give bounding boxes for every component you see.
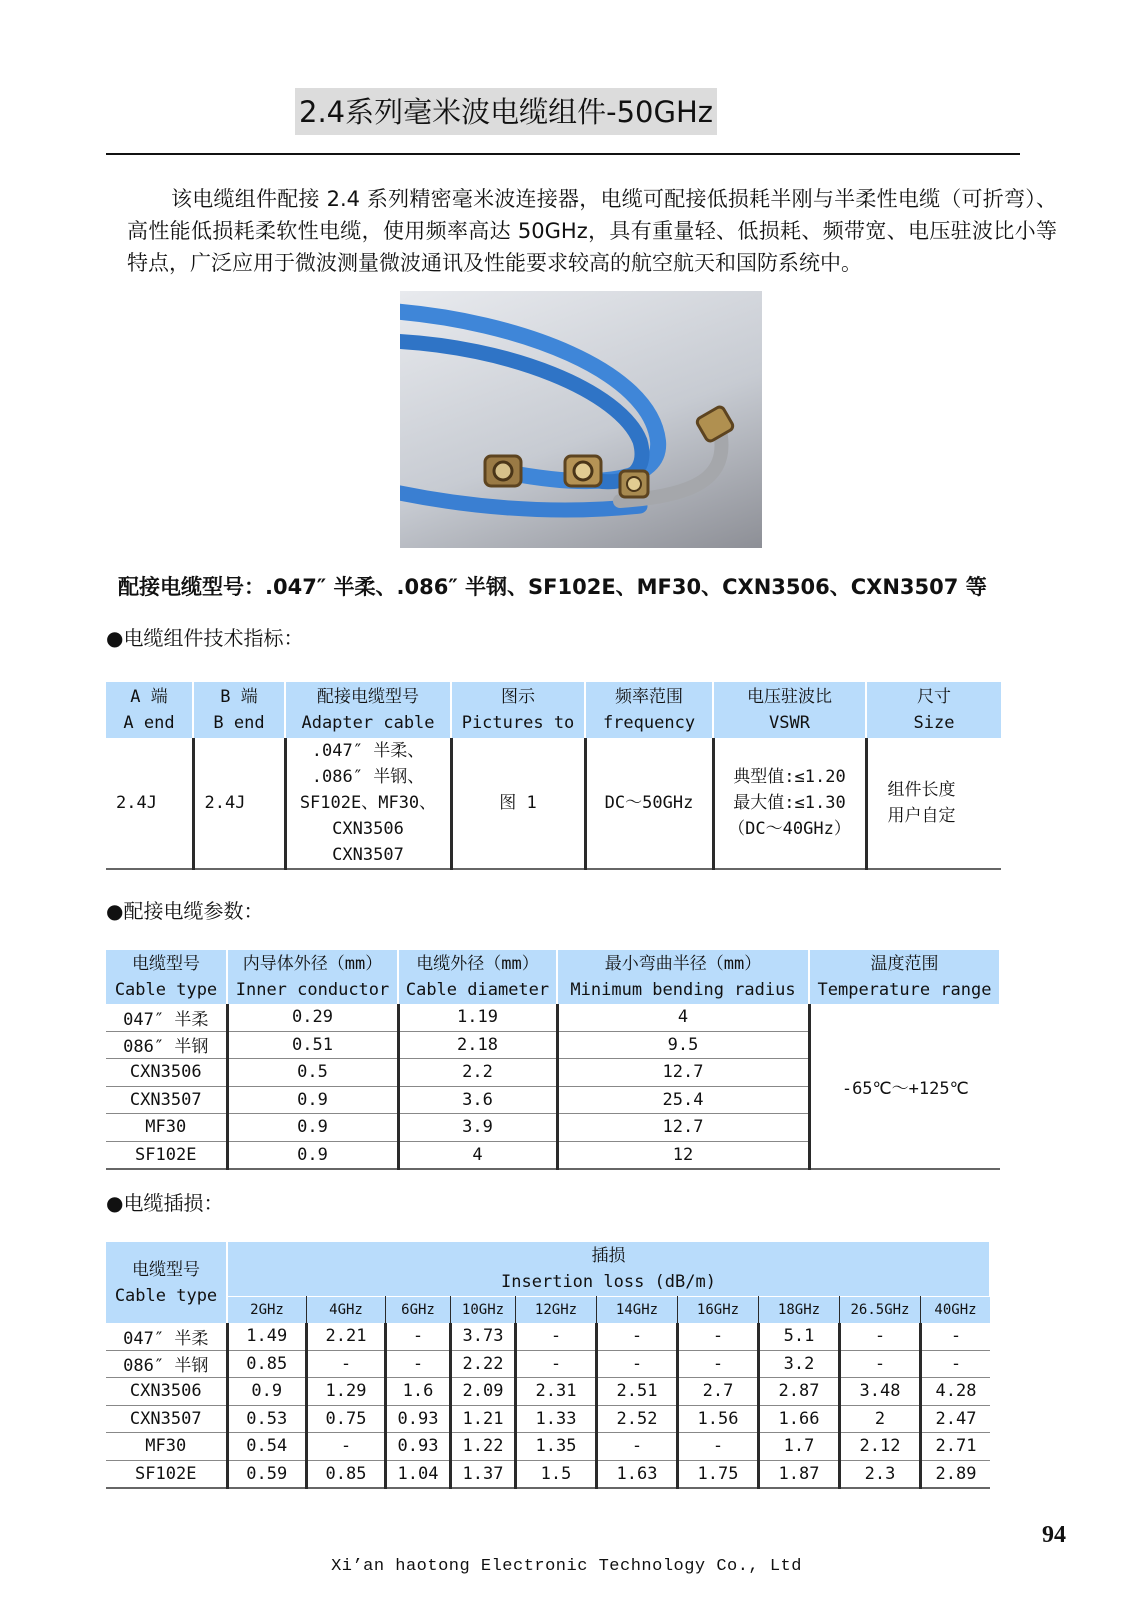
loss-row: [106, 1433, 990, 1461]
spec-row: [106, 738, 1001, 869]
freq-2ghz: 2GHz: [227, 1297, 307, 1324]
loss-header-row: [106, 1242, 990, 1297]
loss-row: [106, 1460, 990, 1488]
loss-value: 0.54: [227, 1433, 307, 1461]
spec-header-b-end: B 端 B end: [193, 682, 285, 738]
loss-value: 2.31: [516, 1378, 597, 1406]
loss-value: -: [597, 1350, 678, 1378]
loss-value: 1.33: [516, 1405, 597, 1433]
freq-4ghz: 4GHz: [307, 1297, 386, 1324]
loss-value: 1.04: [386, 1460, 451, 1488]
loss-header-insertion: 插损 Insertion loss (dB/m): [227, 1242, 990, 1297]
loss-value: 2.21: [307, 1323, 386, 1350]
loss-value: 2.12: [840, 1433, 921, 1461]
params-row: CXN3506 0.5 2.2 12.7: [106, 1059, 1000, 1087]
loss-value: 2.3: [840, 1460, 921, 1488]
params-header-inner: 内导体外径（mm） Inner conductor: [227, 950, 398, 1004]
company-footer: Xi’an haotong Electronic Technology Co., Ltd: [331, 1557, 802, 1576]
spec-cables: .047″ 半柔、 .086″ 半钢、 SF102E、MF30、 CXN3506 CXN3507: [285, 738, 451, 869]
loss-value: 1.63: [597, 1460, 678, 1488]
section-spec-heading: ●电缆组件技术指标：: [106, 626, 304, 650]
spec-table: [106, 682, 1001, 870]
loss-value: 0.93: [386, 1405, 451, 1433]
freq-12ghz: 12GHz: [516, 1297, 597, 1324]
spec-header-frequency: 频率范围 frequency: [585, 682, 713, 738]
loss-value: -: [386, 1350, 451, 1378]
loss-value: -: [840, 1323, 921, 1350]
loss-value: -: [678, 1433, 759, 1461]
loss-value: -: [386, 1323, 451, 1350]
params-header-temperature: 温度范围 Temperature range: [809, 950, 1000, 1004]
loss-value: 2.87: [759, 1378, 840, 1406]
loss-value: 1.21: [451, 1405, 516, 1433]
spec-header-picture: 图示 Pictures to: [451, 682, 585, 738]
loss-row: [106, 1378, 990, 1406]
loss-value: 2.71: [921, 1433, 991, 1461]
title-rule: [106, 153, 1020, 155]
loss-value: -: [921, 1323, 991, 1350]
cable-photo-illustration: [400, 291, 762, 548]
loss-value: 2.47: [921, 1405, 991, 1433]
loss-value: 1.22: [451, 1433, 516, 1461]
loss-cable-type: 086″ 半钢: [106, 1350, 227, 1378]
loss-value: 1.29: [307, 1378, 386, 1406]
loss-value: 3.2: [759, 1350, 840, 1378]
loss-value: 1.37: [451, 1460, 516, 1488]
insertion-loss-table: [106, 1242, 991, 1489]
loss-value: -: [678, 1323, 759, 1350]
params-header-row: [106, 950, 1000, 1004]
spec-header-a-end: A 端 A end: [106, 682, 193, 738]
params-header-bending: 最小弯曲半径（mm） Minimum bending radius: [557, 950, 809, 1004]
loss-value: 2.22: [451, 1350, 516, 1378]
loss-cable-type: CXN3507: [106, 1405, 227, 1433]
loss-value: -: [516, 1350, 597, 1378]
loss-value: 3.73: [451, 1323, 516, 1350]
loss-value: -: [678, 1350, 759, 1378]
loss-value: -: [597, 1433, 678, 1461]
params-row: MF30 0.9 3.9 12.7: [106, 1114, 1000, 1142]
loss-header-type: 电缆型号 Cable type: [106, 1242, 227, 1323]
params-row: 086″ 半钢 0.51 2.18 9.5: [106, 1031, 1000, 1059]
loss-value: 1.75: [678, 1460, 759, 1488]
freq-16ghz: 16GHz: [678, 1297, 759, 1324]
freq-10ghz: 10GHz: [451, 1297, 516, 1324]
loss-value: 2.89: [921, 1460, 991, 1488]
params-header-diameter: 电缆外径（mm） Cable diameter: [398, 950, 557, 1004]
loss-value: 0.93: [386, 1433, 451, 1461]
cable-assembly-photo: [400, 291, 762, 548]
params-row: SF102E 0.9 4 12: [106, 1141, 1000, 1169]
spec-b-end: 2.4J: [193, 738, 285, 869]
loss-value: 1.66: [759, 1405, 840, 1433]
loss-value: -: [597, 1323, 678, 1350]
loss-value: -: [307, 1433, 386, 1461]
loss-value: 2.09: [451, 1378, 516, 1406]
loss-freq-row: [106, 1297, 990, 1324]
freq-18ghz: 18GHz: [759, 1297, 840, 1324]
loss-value: -: [516, 1323, 597, 1350]
loss-value: 2.51: [597, 1378, 678, 1406]
loss-value: 2.7: [678, 1378, 759, 1406]
loss-value: 0.9: [227, 1378, 307, 1406]
loss-cable-type: CXN3506: [106, 1378, 227, 1406]
loss-value: 2: [840, 1405, 921, 1433]
params-row: 047″ 半柔 0.29 1.19 4 -65℃～+125℃: [106, 1004, 1000, 1031]
loss-cable-type: 047″ 半柔: [106, 1323, 227, 1350]
loss-value: -: [307, 1350, 386, 1378]
page-number: 94: [1042, 1522, 1066, 1548]
loss-value: 0.85: [227, 1350, 307, 1378]
spec-picture: 图 1: [451, 738, 585, 869]
loss-value: 0.85: [307, 1460, 386, 1488]
compatible-cables-line: 配接电缆型号：.047″ 半柔、.086″ 半钢、SF102E、MF30、CXN3506、CXN3507 等: [118, 575, 987, 599]
loss-value: 0.75: [307, 1405, 386, 1433]
spec-header-size: 尺寸 Size: [866, 682, 1001, 738]
params-header-type: 电缆型号 Cable type: [106, 950, 227, 1004]
freq-14ghz: 14GHz: [597, 1297, 678, 1324]
spec-a-end: 2.4J: [106, 738, 193, 869]
section-loss-heading: ●电缆插损：: [106, 1191, 224, 1215]
loss-value: 1.56: [678, 1405, 759, 1433]
loss-cable-type: MF30: [106, 1433, 227, 1461]
loss-value: 1.7: [759, 1433, 840, 1461]
loss-value: 4.28: [921, 1378, 991, 1406]
loss-row: [106, 1323, 990, 1350]
loss-cable-type: SF102E: [106, 1460, 227, 1488]
loss-value: 1.6: [386, 1378, 451, 1406]
freq-40ghz: 40GHz: [921, 1297, 991, 1324]
loss-value: 0.59: [227, 1460, 307, 1488]
section-params-heading: ●配接电缆参数：: [106, 899, 264, 923]
spec-size: 组件长度 用户自定: [866, 738, 1001, 869]
loss-row: [106, 1350, 990, 1378]
loss-value: 0.53: [227, 1405, 307, 1433]
cable-params-table: [106, 950, 1001, 1170]
spec-frequency: DC～50GHz: [585, 738, 713, 869]
spec-header-vswr: 电压驻波比 VSWR: [713, 682, 866, 738]
spec-header-cable: 配接电缆型号 Adapter cable: [285, 682, 451, 738]
page-title: 2.4系列毫米波电缆组件-50GHz: [295, 88, 717, 135]
spec-header-row: [106, 682, 1001, 738]
loss-value: 5.1: [759, 1323, 840, 1350]
intro-paragraph: [127, 183, 1057, 279]
loss-value: 1.5: [516, 1460, 597, 1488]
title-block: [295, 88, 717, 135]
loss-value: 2.52: [597, 1405, 678, 1433]
freq-26-5ghz: 26.5GHz: [840, 1297, 921, 1324]
loss-row: [106, 1405, 990, 1433]
intro-text: 该电缆组件配接 2.4 系列精密毫米波连接器，电缆可配接低损耗半刚与半柔性电缆（可折弯）、高性能低损耗柔软性电缆，使用频率高达 50GHz，具有重量轻、低损耗、频带宽、电压驻波比小等特点，广泛应用于微波测量微波通讯及性能要求较高的航空航天和国防系统中。: [127, 187, 1057, 275]
loss-value: 1.49: [227, 1323, 307, 1350]
freq-6ghz: 6GHz: [386, 1297, 451, 1324]
loss-value: 3.48: [840, 1378, 921, 1406]
spec-vswr: 典型值:≤1.20 最大值:≤1.30 （DC～40GHz）: [713, 738, 866, 869]
params-row: CXN3507 0.9 3.6 25.4: [106, 1086, 1000, 1114]
loss-value: 1.35: [516, 1433, 597, 1461]
params-temperature: -65℃～+125℃: [809, 1004, 1000, 1169]
loss-value: -: [921, 1350, 991, 1378]
loss-value: 1.87: [759, 1460, 840, 1488]
loss-value: -: [840, 1350, 921, 1378]
